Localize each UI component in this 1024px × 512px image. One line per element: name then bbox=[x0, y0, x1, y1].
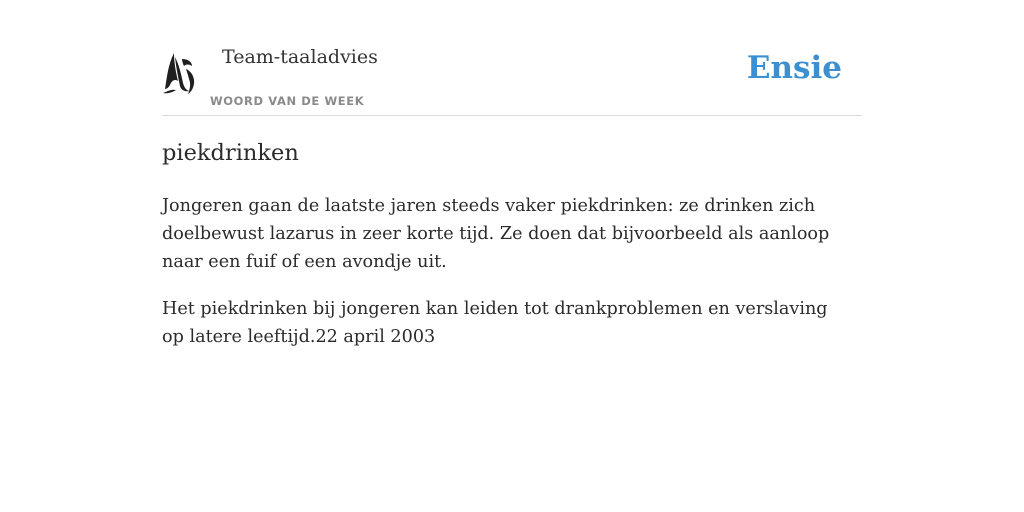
article-date: 22 april 2003 bbox=[315, 327, 436, 347]
article-title: piekdrinken bbox=[162, 140, 299, 166]
article-paragraph bbox=[162, 295, 852, 351]
article-paragraph: Jongeren gaan de laatste jaren steeds vaker piekdrinken: ze drinken zich doelbewust lazarus in zeer korte tijd. Ze doen dat bijvoorbeeld als aanloop naar een fuif of een avondje uit. bbox=[162, 196, 830, 272]
paragraph-text: Het piekdrinken bij jongeren kan leiden tot drankproblemen en verslaving op latere leeftijd. bbox=[162, 299, 828, 347]
article-body bbox=[162, 192, 852, 370]
page-header bbox=[162, 40, 862, 116]
org-name[interactable]: Team-taaladvies bbox=[222, 46, 378, 68]
brand-logo-link[interactable]: Ensie bbox=[746, 50, 842, 86]
flemish-lion-logo-icon[interactable] bbox=[162, 49, 198, 95]
section-label: WOORD VAN DE WEEK bbox=[210, 94, 365, 108]
